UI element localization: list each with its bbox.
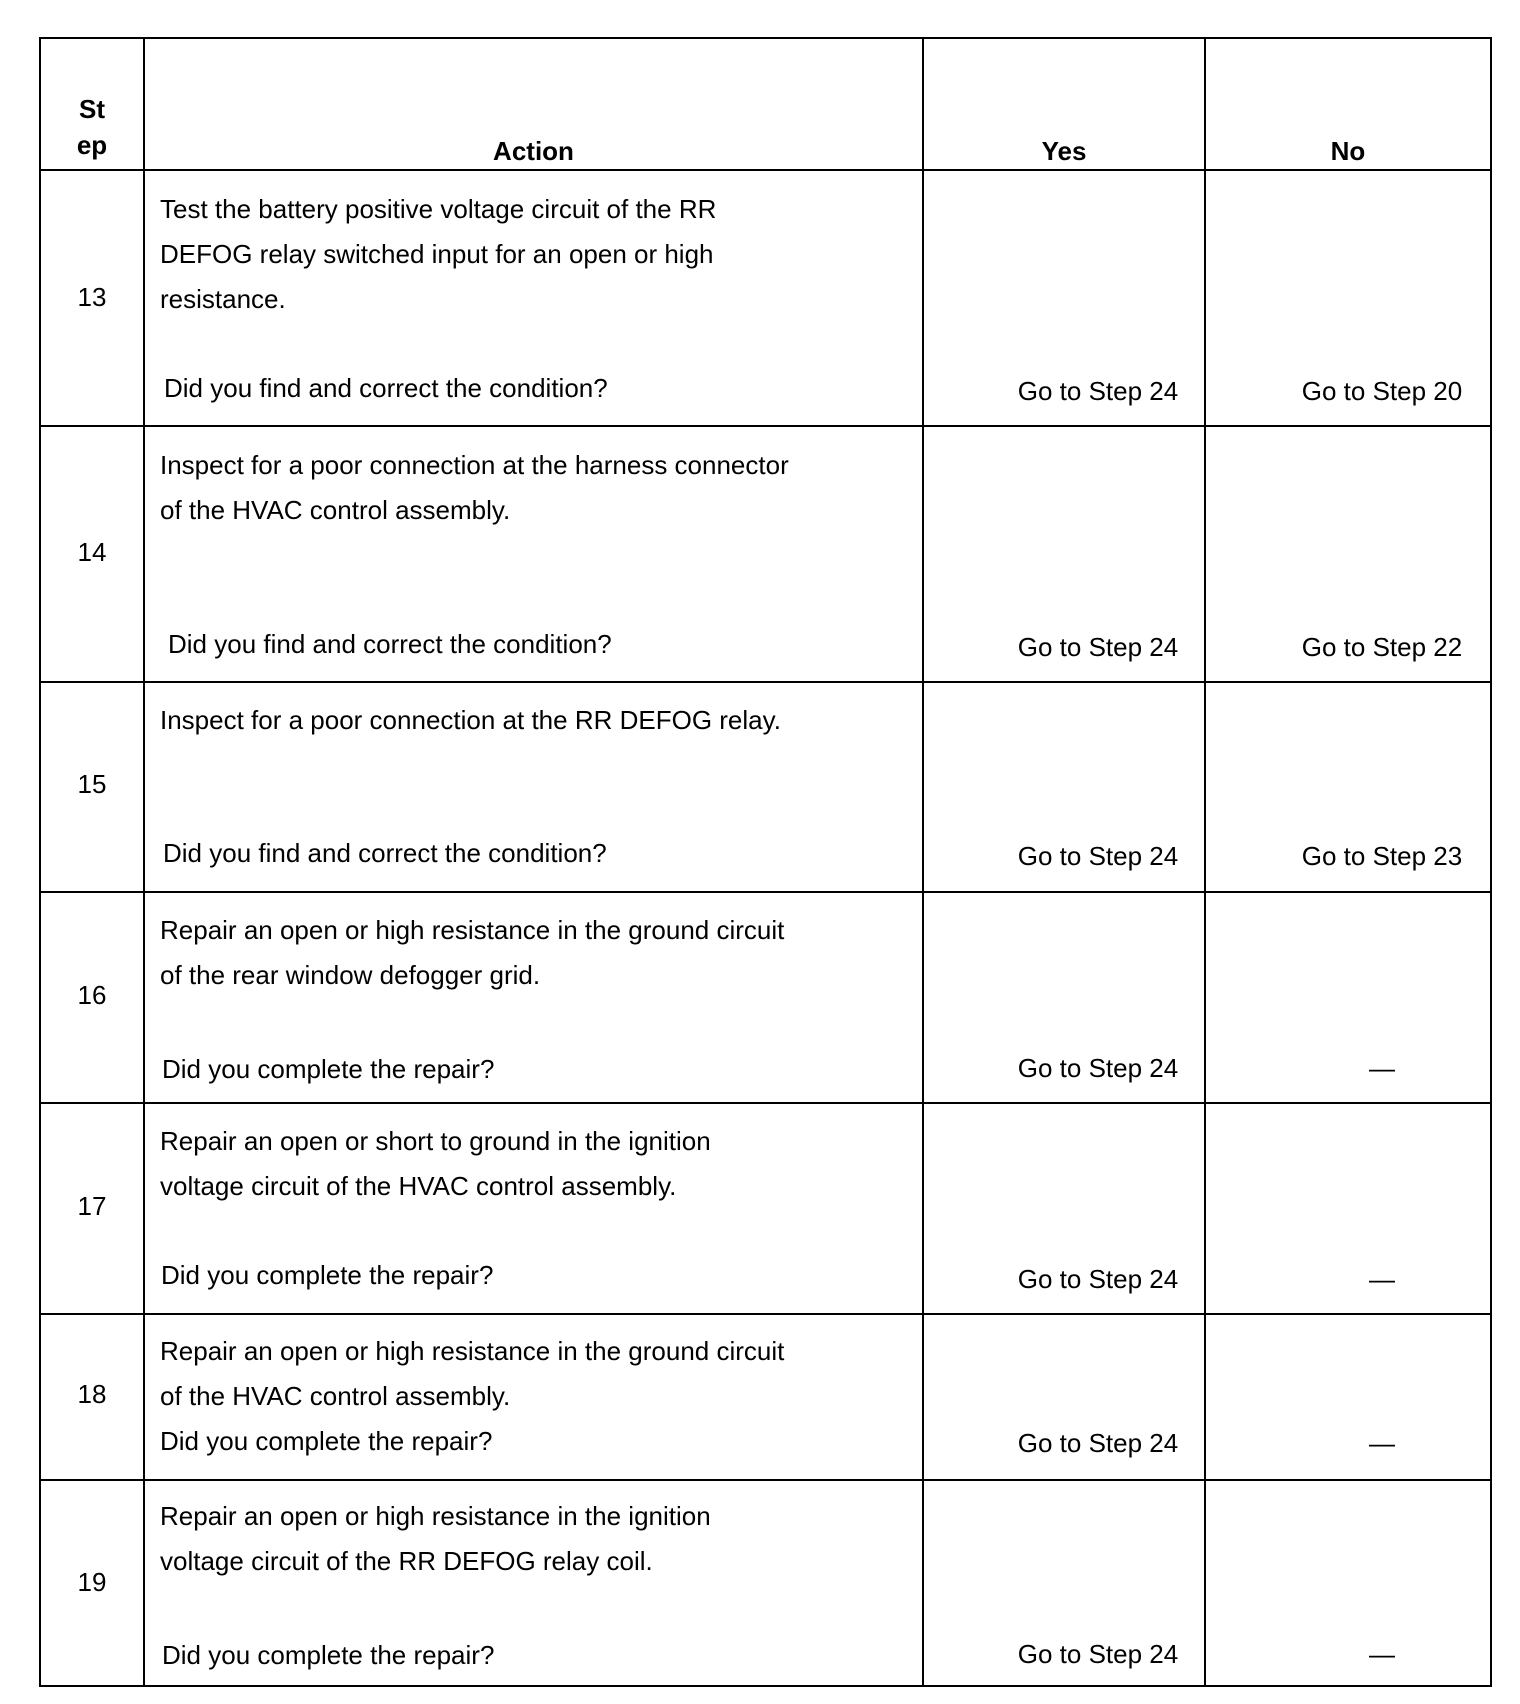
action-line: of the rear window defogger grid. (160, 960, 541, 990)
action-line: voltage circuit of the RR DEFOG relay coil. (160, 1546, 653, 1576)
row-divider (41, 681, 1490, 683)
action-question: Did you find and correct the condition? (168, 629, 612, 659)
action-question: Did you complete the repair? (160, 1426, 493, 1456)
header-no: No (1330, 136, 1366, 166)
yes-cell: Go to Step 24 (1017, 376, 1179, 406)
row-divider (41, 169, 1490, 171)
action-line: Test the battery positive voltage circuit of the RR (160, 194, 717, 224)
action-line: resistance. (160, 284, 286, 314)
col-divider (922, 39, 924, 1685)
step-number: 18 (77, 1379, 107, 1409)
yes-cell: Go to Step 24 (1017, 841, 1179, 871)
header-action: Action (493, 136, 574, 166)
row-divider (41, 425, 1490, 427)
yes-cell: Go to Step 24 (1017, 632, 1179, 662)
action-line: Repair an open or high resistance in the ignition (160, 1501, 711, 1531)
action-line: Repair an open or high resistance in the ground circuit (160, 1336, 785, 1366)
step-number: 17 (77, 1191, 107, 1221)
action-line: Inspect for a poor connection at the harness connector (160, 450, 789, 480)
yes-cell: Go to Step 24 (1017, 1264, 1179, 1294)
action-line: voltage circuit of the HVAC control assembly. (160, 1171, 677, 1201)
action-question: Did you find and correct the condition? (164, 373, 608, 403)
step-number: 13 (77, 282, 107, 312)
action-line: of the HVAC control assembly. (160, 1381, 511, 1411)
action-question: Did you find and correct the condition? (163, 838, 607, 868)
step-number: 14 (77, 537, 107, 567)
action-question: Did you complete the repair? (161, 1260, 494, 1290)
action-line: Repair an open or short to ground in the ignition (160, 1126, 711, 1156)
yes-cell: Go to Step 24 (1017, 1639, 1179, 1669)
no-cell: — (1369, 1053, 1395, 1083)
no-cell: Go to Step 22 (1301, 632, 1463, 662)
step-number: 19 (77, 1567, 107, 1597)
step-number: 16 (77, 980, 107, 1010)
action-line: of the HVAC control assembly. (160, 495, 511, 525)
diagnostic-table (39, 37, 1492, 1687)
row-divider (41, 1479, 1490, 1481)
no-cell: — (1369, 1264, 1395, 1294)
no-cell: Go to Step 20 (1301, 376, 1463, 406)
action-line: Repair an open or high resistance in the ground circuit (160, 915, 785, 945)
action-question: Did you complete the repair? (162, 1054, 495, 1084)
action-question: Did you complete the repair? (162, 1640, 495, 1670)
row-divider (41, 1102, 1490, 1104)
header-step: St ep (76, 94, 108, 160)
action-line: DEFOG relay switched input for an open or high (160, 239, 714, 269)
no-cell: — (1369, 1428, 1395, 1458)
row-divider (41, 1313, 1490, 1315)
row-divider (41, 891, 1490, 893)
no-cell: Go to Step 23 (1301, 841, 1463, 871)
no-cell: — (1369, 1639, 1395, 1669)
col-divider (143, 39, 145, 1685)
yes-cell: Go to Step 24 (1017, 1428, 1179, 1458)
header-yes: Yes (1041, 136, 1087, 166)
yes-cell: Go to Step 24 (1017, 1053, 1179, 1083)
step-number: 15 (77, 769, 107, 799)
action-line: Inspect for a poor connection at the RR DEFOG relay. (160, 705, 781, 735)
